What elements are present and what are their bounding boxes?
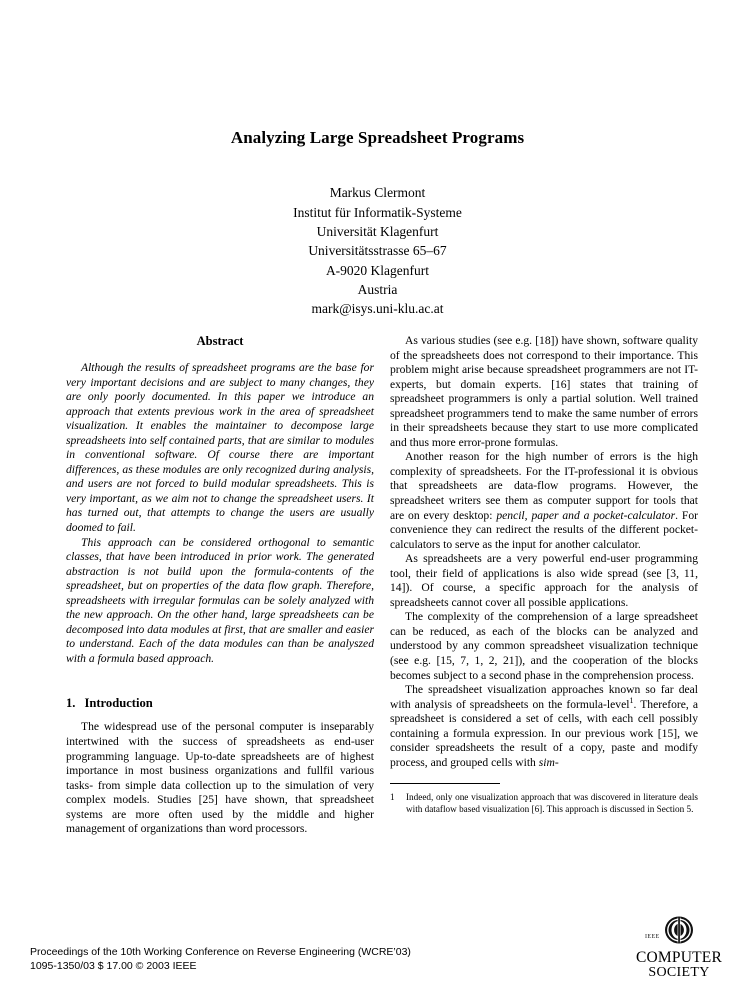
logo-line-society: SOCIETY bbox=[648, 965, 710, 980]
body-text: The spreadsheet visualization approaches known so far deal with analysis of spreadsheets on the formula-level bbox=[390, 683, 698, 711]
proceedings-footer bbox=[30, 946, 411, 973]
footnote-reference[interactable]: 1 bbox=[629, 695, 634, 705]
section-heading-introduction bbox=[66, 696, 374, 711]
emphasis-text: pencil, paper and a pocket-calculator bbox=[496, 508, 676, 522]
body-paragraph bbox=[390, 450, 698, 552]
proceedings-line: Proceedings of the 10th Working Conference on Reverse Engineering (WCRE’03) bbox=[30, 946, 411, 958]
body-text: The complexity of the comprehension of a large spreadsheet can be reduced, as each of the blocks can be analyzed and understood by any common spreadsheet visualization technique (see e.g. [15, 7, 1, 2, 21]), and the cooperation of the blocks becomes subject to a second phase in the comprehension process. bbox=[390, 610, 698, 682]
copyright-line: 1095-1350/03 $ 17.00 © 2003 IEEE bbox=[30, 959, 197, 972]
body-paragraph bbox=[390, 334, 698, 450]
paper-header bbox=[66, 128, 689, 318]
right-column-paragraphs bbox=[390, 334, 698, 770]
abstract-paragraph: This approach can be considered orthogonal to semantic classes, that have been introduced in prior work. The generated abstraction is not build upon the formula-contents of the spreadsheet, but on properties of the data flow graph. Therefore, spreadsheets with irregular formulas can be solely analyzed with the new approach. On the other hand, large spreadsheets can be decomposed into data modules at first, that are smaller and easier to understand. Each of the data modules can than be analyszed with a formula based approach. bbox=[66, 535, 374, 665]
author-email[interactable]: mark@isys.uni-klu.ac.at bbox=[311, 301, 444, 317]
footnote-1 bbox=[390, 792, 698, 815]
body-text: Another reason for the high number of errors is the high complexity of spreadsheets. For the IT-professional it is obvious that spreadsheets are data-flow programs. However, the spreadsheet writers see them as computer support for tools that are on every desktop: bbox=[390, 450, 698, 522]
footnote-area bbox=[390, 783, 698, 815]
author-city: A-9020 Klagenfurt bbox=[325, 262, 430, 278]
left-column bbox=[66, 334, 374, 837]
author-block bbox=[66, 183, 689, 318]
footnote-text: Indeed, only one visualization approach that was discovered in literature deals with dataflow based visualization [6]. This approach is discussed in Section 5. bbox=[406, 792, 698, 814]
body-paragraph bbox=[390, 683, 698, 770]
footnote-separator-rule bbox=[390, 783, 500, 784]
footnote-number: 1 bbox=[390, 792, 395, 803]
body-text: . For convenience they can redirect the results of the different pocket-calculators to serve as the input for another calculator. bbox=[390, 508, 698, 551]
emphasis-text: sim- bbox=[538, 755, 559, 769]
spacer bbox=[66, 666, 374, 696]
abstract-heading: Abstract bbox=[196, 334, 244, 348]
page-title: Analyzing Large Spreadsheet Programs bbox=[230, 128, 525, 147]
ieee-phi-emblem-icon bbox=[631, 915, 727, 949]
body-paragraph bbox=[390, 552, 698, 610]
right-column bbox=[390, 334, 698, 815]
body-text: As spreadsheets are a very powerful end-user programming tool, their field of applications is also wide spread (see [3, 11, 14]). Of course, a specific approach for the analysis of spreadsheets cannot cover all possible applications. bbox=[390, 552, 698, 609]
section-number: 1. bbox=[66, 696, 76, 711]
logo-line-computer: COMPUTER bbox=[635, 948, 722, 966]
body-paragraph bbox=[390, 610, 698, 683]
body-text: . Therefore, a spreadsheet is considered a set of cells, with each cell possibly containing a formula expression. In our previous work [15], we consider spreadsheets the result of a copy, paste and modify process, and grouped cells with bbox=[390, 697, 698, 769]
section-label: Introduction bbox=[84, 696, 153, 711]
author-country: Austria bbox=[357, 281, 398, 297]
introduction-paragraph: The widespread use of the personal computer is inseparably intertwined with the success of spreadsheets as end-user programming language. Up-to-date spreadsheets are of highest importance in most business organizations and fullfil various tasks- from simple data collection up to the simulation of very complex models. Studies [25] have shown, that spreadsheet systems are more often used by the middle and higher management of organizations than word processors. bbox=[66, 720, 374, 836]
author-street: Universitätsstrasse 65–67 bbox=[308, 243, 447, 259]
author-institute: Institut für Informatik-Systeme bbox=[293, 204, 462, 220]
body-text: As various studies (see e.g. [18]) have shown, software quality of the spreadsheets does not correspond to their importance. This problem might arise because spreadsheet programmers are not IT-experts, but domain experts. [16] states that training of spreadsheet programmers is only a partial solution. Well trained spreadsheet programmers tend to make the same number of errors in their spreadsheets because they start to use more complicated and thus more error-prone formulas. bbox=[390, 334, 698, 449]
ieee-wordmark: IEEE bbox=[645, 933, 660, 940]
ieee-computer-society-logo bbox=[631, 915, 727, 981]
abstract-paragraph: Although the results of spreadsheet programs are the base for very important decisions and are subject to many changes, they are only poorly documented. In this paper we introduce an approach that extents previous work in the area of spreadsheet visualization. It enables the maintainer to decompose large spreadsheets into self contained parts, that are similar to modules in conventional software. Of course there are important differences, as these modules are only recognized during analysis, and users are not forced to build modular spreadsheets. This is very important, as we aim not to change the spreadsheet users. It has turned out, that attempts to change the users are usually doomed to fail. bbox=[66, 361, 374, 535]
author-name: Markus Clermont bbox=[329, 185, 426, 201]
author-university: Universität Klagenfurt bbox=[316, 223, 439, 239]
